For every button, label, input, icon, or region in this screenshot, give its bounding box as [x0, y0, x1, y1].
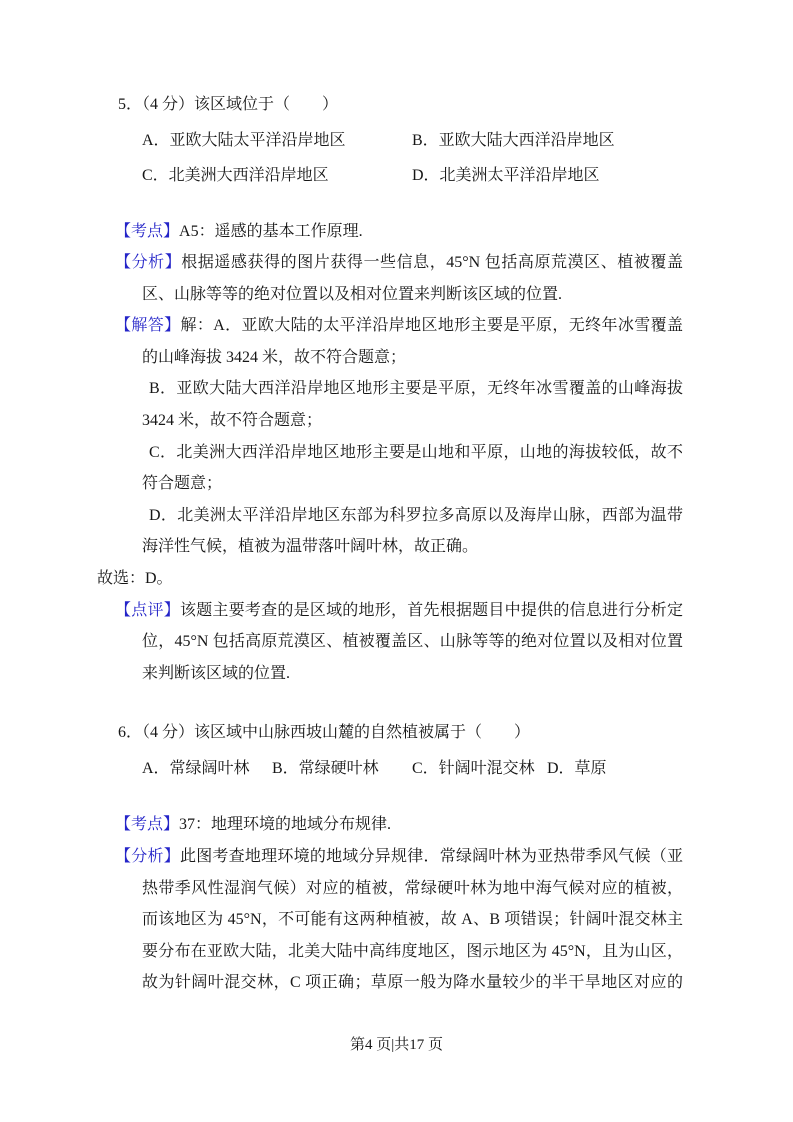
option-b: B．常绿硬叶林 — [272, 759, 379, 777]
section-label-jieda: 【解答】 — [115, 317, 181, 335]
page-content — [97, 0, 683, 999]
line-text: 根据遥感获得的图片获得一些信息，45°N 包括高原荒漠区、植被覆盖 — [181, 254, 683, 272]
option-d: D．北美洲太平洋沿岸地区 — [412, 167, 600, 184]
explanation-line — [115, 247, 683, 279]
question-6-explanation — [97, 809, 683, 999]
question-5-options-row-2 — [142, 158, 683, 194]
explanation-line: 故为针阔叶混交林，C 项正确；草原一般为降水量较少的半干旱地区对应的 — [142, 974, 683, 992]
line-text: A5：遥感的基本工作原理. — [179, 222, 363, 240]
explanation-line: 位，45°N 包括高原荒漠区、植被覆盖区、山脉等等的绝对位置以及相对位置 — [142, 633, 683, 651]
explanation-line: 区、山脉等等的绝对位置以及相对位置来判断该区域的位置. — [142, 285, 563, 303]
explanation-line: B．亚欧大陆大西洋沿岸地区地形主要是平原，无终年冰雪覆盖的山峰海拔 — [149, 380, 683, 398]
section-label-fenxi: 【分析】 — [115, 848, 180, 865]
line-text: 37：地理环境的地域分布规律. — [179, 816, 392, 834]
answer-line: 故选：D。 — [97, 570, 173, 588]
section-label-kaodian: 【考点】 — [115, 222, 180, 240]
question-6 — [97, 715, 683, 786]
page-footer: 第4 页|共17 页 — [349, 1037, 443, 1053]
explanation-line — [115, 595, 683, 627]
explanation-line: D．北美洲太平洋沿岸地区东部为科罗拉多高原以及海岸山脉，西部为温带 — [149, 506, 683, 524]
option-b: B．亚欧大陆大西洋沿岸地区 — [412, 131, 615, 149]
line-text: 解：A．亚欧大陆的太平洋沿岸地区地形主要是平原，无终年冰雪覆盖 — [180, 317, 683, 335]
question-6-options-row — [142, 751, 683, 787]
line-text: 此图考查地理环境的地域分异规律．常绿阔叶林为亚热带季风气候（亚 — [179, 848, 683, 865]
question-5 — [97, 87, 683, 194]
explanation-line: 符合题意； — [142, 475, 223, 493]
explanation-line: 的山峰海拔 3424 米，故不符合题意； — [142, 348, 407, 366]
explanation-line: C．北美洲大西洋沿岸地区地形主要是山地和平原，山地的海拔较低，故不 — [149, 443, 683, 461]
question-6-title: 6．（4 分）该区域中山脉西坡山麓的自然植被属于（ ） — [118, 724, 531, 742]
section-label-kaodian: 【考点】 — [115, 816, 180, 834]
explanation-line: 来判断该区域的位置. — [142, 664, 291, 682]
explanation-line — [115, 216, 683, 248]
explanation-line: 热带季风性湿润气候）对应的植被，常绿硬叶林为地中海气候对应的植被， — [142, 879, 683, 897]
explanation-line: 3424 米，故不符合题意； — [142, 412, 323, 430]
question-5-explanation — [97, 216, 683, 690]
question-5-title: 5．（4 分）该区域位于（ ） — [118, 96, 339, 113]
option-a: A．常绿阔叶林 — [142, 759, 250, 777]
option-a: A．亚欧大陆太平洋沿岸地区 — [142, 131, 346, 149]
option-d: D．草原 — [547, 759, 607, 777]
explanation-line: 要分布在亚欧大陆，北美大陆中高纬度地区，图示地区为 45°N，且为山区， — [142, 942, 683, 960]
option-c: C．北美洲大西洋沿岸地区 — [142, 167, 329, 184]
explanation-line: 而该地区为 45°N，不可能有这两种植被，故 A、B 项错误；针阔叶混交林主 — [142, 911, 683, 929]
line-text: 该题主要考查的是区域的地形，首先根据题目中提供的信息进行分析定 — [179, 601, 683, 619]
section-label-dianping: 【点评】 — [115, 601, 180, 619]
explanation-line — [115, 310, 683, 342]
question-5-options-row-1 — [142, 123, 683, 159]
explanation-line — [115, 841, 683, 873]
option-c: C．针阔叶混交林 — [412, 759, 535, 777]
explanation-line: 海洋性气候，植被为温带落叶阔叶林，故正确。 — [142, 538, 479, 556]
explanation-line — [115, 809, 683, 841]
section-label-fenxi: 【分析】 — [115, 254, 182, 272]
